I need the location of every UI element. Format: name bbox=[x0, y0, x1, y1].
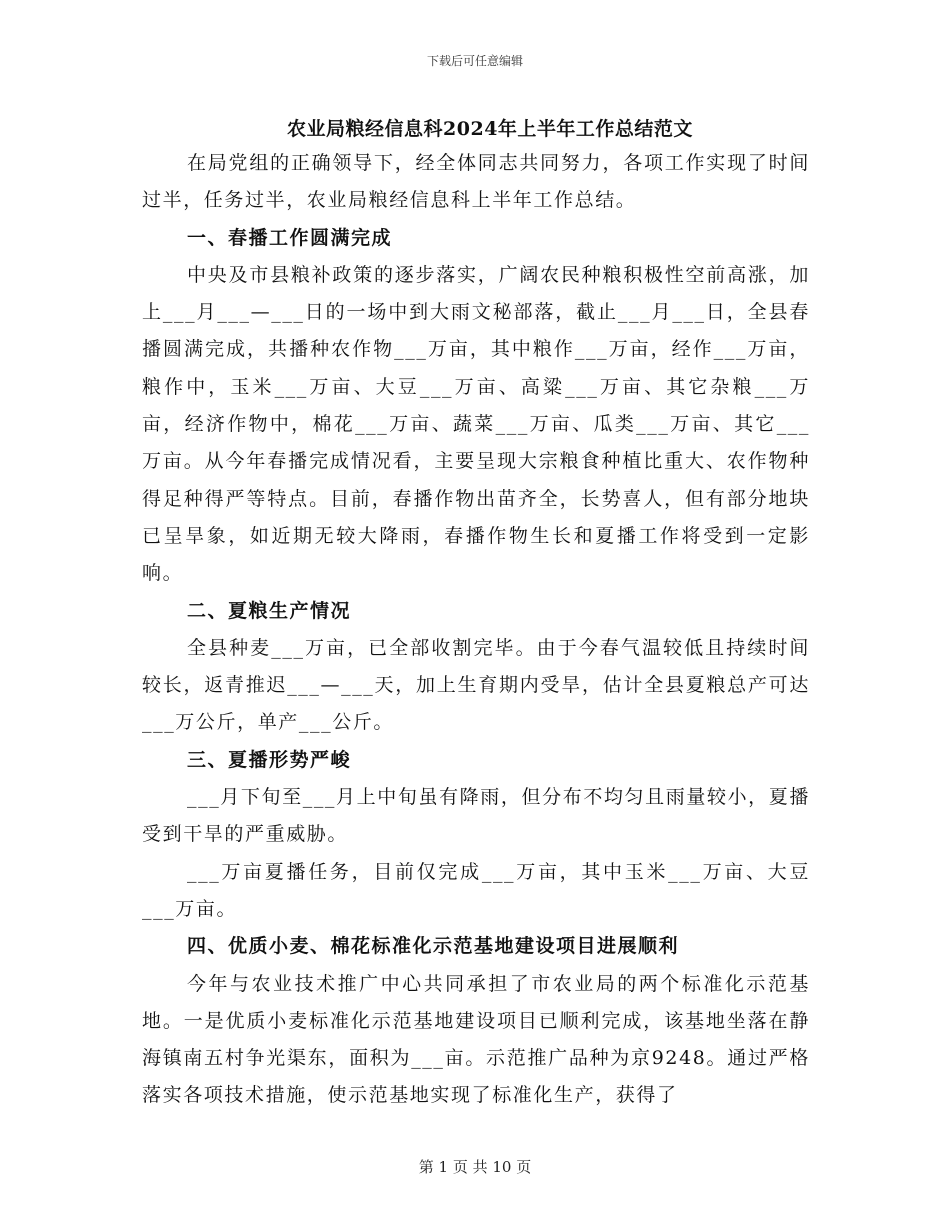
document-body bbox=[142, 145, 810, 1115]
section-2-paragraph-1: 全县种麦___万亩，已全部收割完毕。由于今春气温较低且持续时间较长，返青推迟___—___天，加上生育期内受旱，估计全县夏粮总产可达___万公斤，单产___公斤。 bbox=[142, 636, 810, 734]
section-heading-4: 四、优质小麦、棉花标准化示范基地建设项目进展顺利 bbox=[187, 935, 680, 958]
section-heading-3: 三、夏播形势严峻 bbox=[187, 748, 352, 771]
intro-paragraph: 在局党组的正确领导下，经全体同志共同努力，各项工作实现了时间过半，任务过半，农业局粮经信息科上半年工作总结。 bbox=[142, 152, 810, 212]
section-4-paragraph-1: 今年与农业技术推广中心共同承担了市农业局的两个标准化示范基地。一是优质小麦标准化示范基地建设项目已顺利完成，该基地坐落在静海镇南五村争光渠东，面积为___亩。示范推广品种为京9248。通过严格落实各项技术措施，使示范基地实现了标准化生产，获得了 bbox=[142, 972, 810, 1107]
section-heading-1: 一、春播工作圆满完成 bbox=[187, 226, 393, 249]
section-heading-2: 二、夏粮生产情况 bbox=[187, 599, 352, 622]
section-3-paragraph-2: ___万亩夏播任务，目前仅完成___万亩，其中玉米___万亩、大豆___万亩。 bbox=[142, 860, 810, 920]
page-header-note: 下载后可任意编辑 bbox=[426, 54, 523, 68]
page-number: 第 1 页 共 10 页 bbox=[418, 1158, 532, 1176]
document-title: 农业局粮经信息科2024年上半年工作总结范文 bbox=[287, 118, 693, 140]
section-3-paragraph-1: ___月下旬至___月上中旬虽有降雨，但分布不均匀且雨量较小，夏播受到干旱的严重威胁。 bbox=[142, 786, 810, 846]
section-1-paragraph-1: 中央及市县粮补政策的逐步落实，广阔农民种粮积极性空前高涨，加上___月___—___日的一场中到大雨文秘部落，截止___月___日，全县春播圆满完成，共播种农作物___万亩，其中粮作___万亩，经作___万亩，粮作中，玉米___万亩、大豆___万亩、高粱___万亩、其它杂粮___万亩，经济作物中，棉花___万亩、蔬菜___万亩、瓜类___万亩、其它___万亩。从今年春播完成情况看，主要呈现大宗粮食种植比重大、农作物种得足种得严等特点。目前，春播作物出苗齐全，长势喜人，但有部分地块已呈旱象，如近期无较大降雨，春播作物生长和夏播工作将受到一定影响。 bbox=[142, 263, 810, 585]
